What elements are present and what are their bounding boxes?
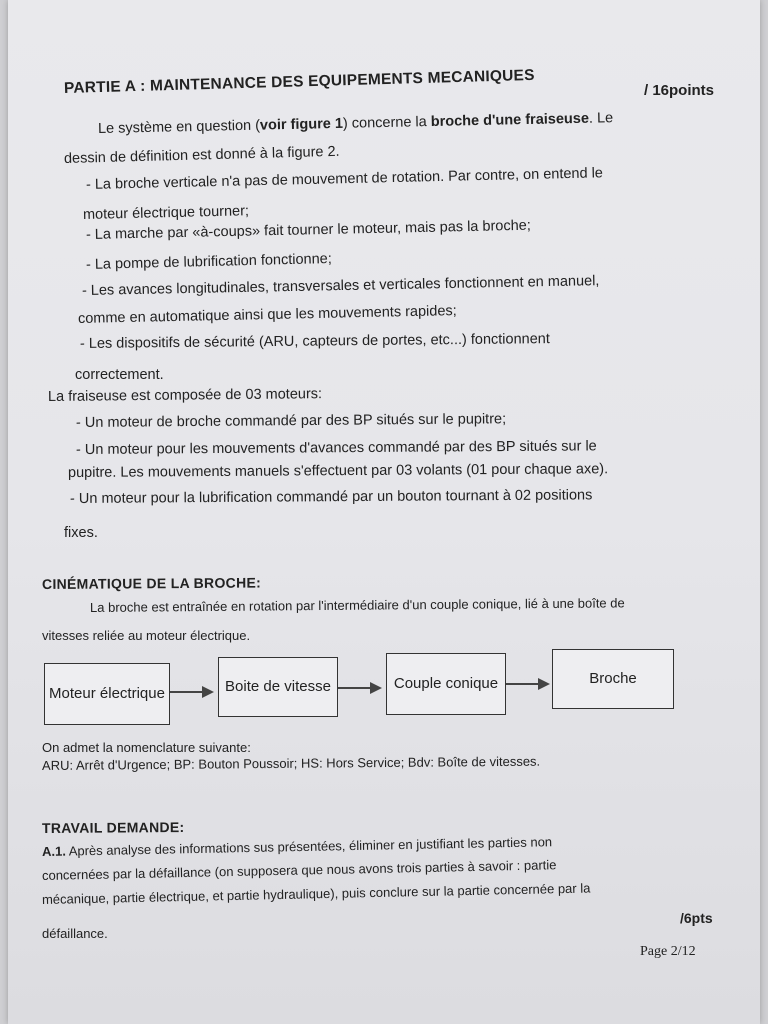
motors-intro: La fraiseuse est composée de 03 moteurs:	[47, 386, 323, 405]
motor-line: pupitre. Les mouvements manuels s'effectuent par 03 volants (01 pour chaque axe).	[67, 461, 609, 481]
nomenclature-text: ARU: Arrêt d'Urgence; BP: Bouton Poussoir; HS: Hors Service; Bdv: Boîte de vitesses.	[41, 753, 541, 773]
cinematique-text: vitesses reliée au moteur électrique.	[42, 628, 251, 643]
kinematic-chain-diagram	[38, 645, 688, 735]
section-title: PARTIE A : MAINTENANCE DES EQUIPEMENTS MECANIQUES	[63, 66, 535, 97]
figure-ref: voir figure 1	[259, 115, 344, 134]
question-line: mécanique, partie électrique, et partie hydraulique), puis conclure sur la partie concernée par la	[41, 880, 591, 907]
motor-line: - Un moteur pour les mouvements d'avances commandé par des BP situés sur le	[75, 438, 597, 458]
page-number: Page 2/12	[640, 944, 696, 959]
symptom-line: - Les avances longitudinales, transversales et verticales fonctionnent en manuel,	[81, 273, 600, 299]
question-line	[42, 834, 552, 859]
cinematique-text: La broche est entraînée en rotation par l'intermédiaire d'un couple conique, lié à une boîte de	[89, 595, 625, 615]
symptom-line: correctement.	[75, 367, 164, 383]
arrow-icon	[506, 683, 548, 685]
section-points: / 16points	[644, 82, 715, 99]
symptom-line: comme en automatique ainsi que les mouvements rapides;	[77, 303, 457, 327]
document-page	[8, 0, 760, 1024]
arrow-icon	[170, 691, 212, 693]
box-moteur-electrique: Moteur électrique	[44, 663, 170, 725]
question-label: A.1.	[41, 843, 66, 859]
box-couple-conique: Couple conique	[386, 653, 506, 715]
cinematique-heading: CINÉMATIQUE DE LA BROCHE:	[41, 574, 262, 592]
intro-line-2: dessin de définition est donné à la figure 2.	[63, 143, 340, 167]
question-line: concernées par la défaillance (on supposera que nous avons trois parties à savoir : partie	[41, 857, 557, 883]
box-broche: Broche	[552, 649, 674, 709]
symptom-line: - Les dispositifs de sécurité (ARU, capteurs de portes, etc...) fonctionnent	[79, 331, 550, 352]
intro-line-1	[98, 111, 613, 136]
intro-subject: broche d'une fraiseuse	[430, 110, 590, 131]
question-line: défaillance.	[42, 926, 108, 941]
symptom-line: - La marche par «à-coups» fait tourner le moteur, mais pas la broche;	[85, 217, 531, 243]
symptom-line: - La broche verticale n'a pas de mouvement de rotation. Par contre, on entend le	[85, 165, 604, 193]
travail-heading: TRAVAIL DEMANDE:	[41, 819, 185, 836]
motor-line: - Un moteur de broche commandé par des BP situés sur le pupitre;	[75, 411, 507, 431]
arrow-icon	[338, 687, 380, 689]
intro-text: . Le	[588, 110, 614, 127]
motor-line: - Un moteur pour la lubrification commandé par un bouton tournant à 02 positions	[69, 487, 593, 507]
question-text: Après analyse des informations sus présentées, éliminer en justifiant les parties non	[68, 834, 553, 859]
symptom-line: - La pompe de lubrification fonctionne;	[85, 250, 332, 273]
motor-line: fixes.	[64, 525, 98, 541]
symptom-line: moteur électrique tourner;	[82, 203, 250, 223]
box-boite-de-vitesse: Boite de vitesse	[218, 657, 338, 717]
question-points: /6pts	[680, 910, 713, 926]
intro-text: ) concerne la	[342, 114, 431, 132]
intro-text: Le système en question (	[97, 117, 261, 137]
nomenclature-intro: On admet la nomenclature suivante:	[42, 740, 251, 755]
